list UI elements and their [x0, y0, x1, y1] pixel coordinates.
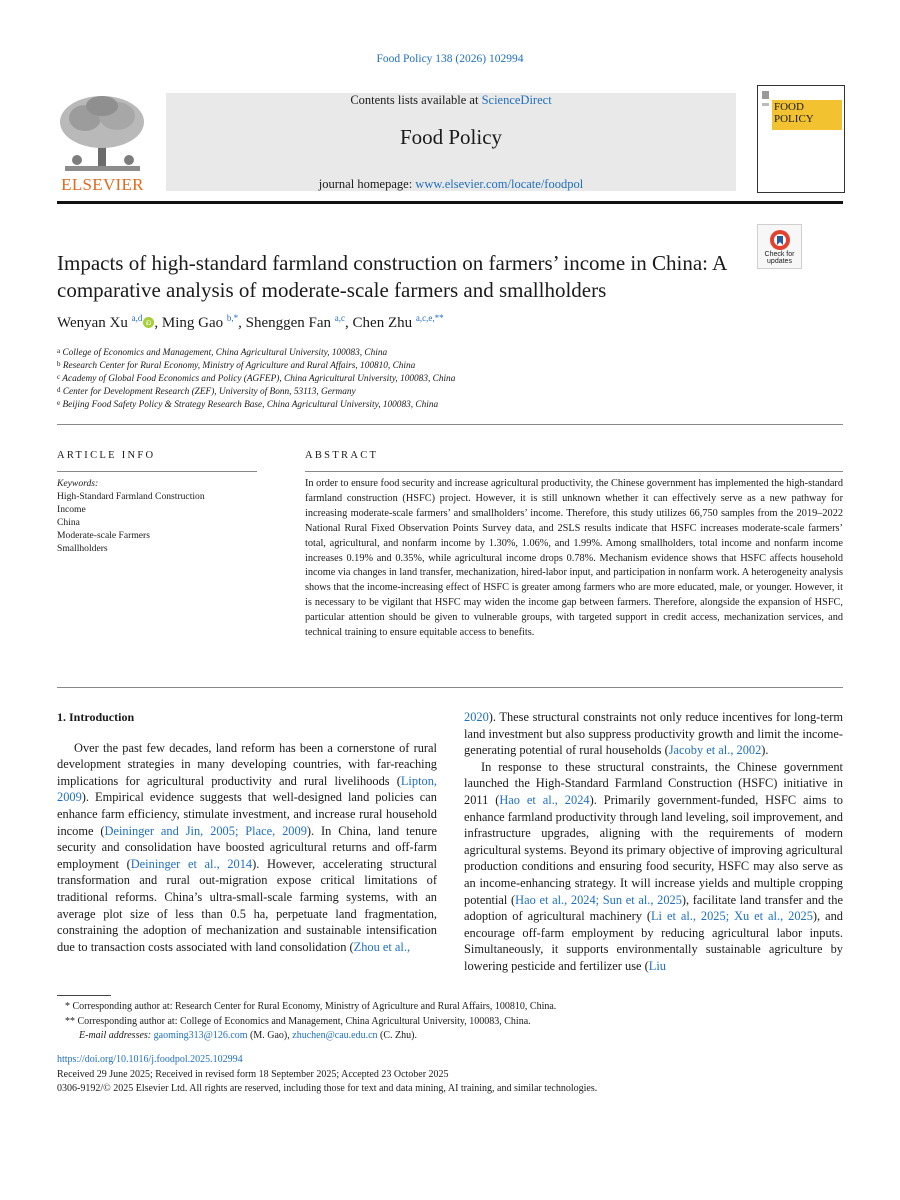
check-updates-line1: Check for — [764, 251, 795, 258]
divider — [305, 471, 843, 472]
affiliation-key: e — [57, 399, 61, 407]
author-affil-sup[interactable]: a,d — [131, 313, 143, 323]
orcid-icon[interactable] — [143, 317, 154, 328]
keyword: Smallholders — [57, 543, 108, 554]
affiliation-text: College of Economics and Management, China Agricultural University, 100083, China — [62, 348, 388, 358]
affiliation-text: Academy of Global Food Economics and Policy (AGFEP), China Agricultural University, 100083, China — [62, 374, 456, 384]
copyright-line: 0306-9192/© 2025 Elsevier Ltd. All rights are reserved, including those for text and data mining, AI training, and similar technologies. — [57, 1083, 598, 1094]
cover-title — [774, 101, 814, 125]
author-list: Wenyan Xu $^{a,d}$ iD , Ming Gao $^{b,*}$, Shenggen Fan $^{a,c}$, Chen Zhu $^{a,c,e,**}$ — [57, 313, 444, 331]
received-dates: Received 29 June 2025; Received in revised form 18 September 2025; Accepted 23 October 2025 — [57, 1068, 449, 1080]
author-affil-sup[interactable]: a,c,e,** — [415, 313, 444, 323]
header-rule — [57, 201, 843, 204]
cover-title-line1: FOOD — [774, 101, 804, 113]
intro-paragraph-1-continued — [464, 709, 843, 759]
author-name[interactable]: Chen Zhu — [352, 315, 413, 331]
keyword: China — [57, 517, 80, 528]
citation-link[interactable]: Li et al., 2025; Xu et al., 2025 — [650, 909, 813, 924]
author-affil-sup[interactable]: a,c — [334, 313, 346, 323]
affiliation-text: Research Center for Rural Economy, Ministry of Agriculture and Rural Affairs, 100810, China — [62, 361, 416, 371]
divider — [57, 687, 843, 688]
cover-title-line2: POLICY — [774, 113, 814, 125]
abstract-heading: ABSTRACT — [305, 450, 379, 461]
footnote-rule — [57, 995, 111, 996]
keyword: High-Standard Farmland Construction — [57, 491, 205, 502]
citation-link[interactable]: Deininger et al., 2014 — [130, 856, 253, 871]
email-label: E-mail addresses: — [79, 1030, 154, 1041]
homepage-link[interactable]: www.elsevier.com/locate/foodpol — [415, 177, 584, 191]
publication-info — [57, 1053, 843, 1097]
divider — [57, 424, 843, 425]
intro-paragraph-2 — [464, 759, 843, 975]
doi-link[interactable]: https://doi.org/10.1016/j.foodpol.2025.102994 — [57, 1054, 243, 1065]
divider — [57, 471, 257, 472]
paragraph-text: ), and encourage off-farm employment by reducing agricultural labor inputs. Simultaneously, it supports environmentally sustainable agriculture by lowering pesticide and fertilizer use ( — [464, 909, 843, 973]
paragraph-text: ). — [761, 743, 769, 758]
keyword: Moderate-scale Farmers — [57, 530, 150, 541]
footnote-1: * Corresponding author at: Research Center for Rural Economy, Ministry of Agriculture and Rural Affairs, 100810, China. — [65, 1001, 557, 1012]
paragraph-text: ). These structural constraints not only reduce incentives for long-term land investment but also suppress productivity growth and limit the income-generating potential of rural households ( — [464, 710, 843, 758]
paragraph-text: ). Empirical evidence suggests that well-designed land policies can enhance farm efficiency, stimulate investment, and increase rural household income ( — [57, 790, 437, 838]
email-link[interactable]: zhuchen@cau.edu.cn — [292, 1030, 378, 1041]
journal-cover-thumbnail[interactable] — [757, 85, 845, 193]
affiliation-text: Center for Development Research (ZEF), University of Bonn, 53113, Germany — [62, 387, 356, 397]
journal-name: Food Policy — [399, 125, 503, 149]
intro-paragraph-1 — [57, 740, 437, 956]
article-title: Impacts of high-standard farmland construction on farmers’ income in China: A comparative analysis of moderate-scale farmers and smallholders — [57, 251, 727, 302]
citation-link[interactable]: Hao et al., 2024 — [499, 792, 590, 807]
citation-link[interactable]: Deininger and Jin, 2005; Place, 2009 — [104, 823, 307, 838]
affiliation-text: Beijing Food Safety Policy & Strategy Research Base, China Agricultural University, 100083, China — [62, 400, 439, 410]
body-column-left — [57, 709, 437, 955]
footnotes — [57, 1000, 843, 1044]
keyword: Income — [57, 504, 86, 515]
journal-reference[interactable]: Food Policy 138 (2026) 102994 — [376, 53, 524, 65]
sciencedirect-link[interactable]: ScienceDirect — [481, 93, 552, 107]
citation-link[interactable]: Lipton, 2009 — [57, 773, 437, 805]
citation-link[interactable]: Liu — [648, 958, 666, 973]
affiliation-key: c — [57, 373, 61, 381]
affiliation-key: a — [57, 347, 61, 355]
body-column-right — [464, 709, 843, 975]
citation-link[interactable]: 2020 — [464, 710, 489, 724]
section-heading: 1. Introduction — [57, 710, 135, 724]
author-name[interactable]: Wenyan Xu — [57, 315, 128, 331]
affiliation-item — [57, 347, 455, 360]
cover-side-pattern — [761, 89, 771, 189]
email-link[interactable]: gaoming313@126.com — [153, 1030, 248, 1041]
elsevier-wordmark: ELSEVIER — [61, 175, 144, 194]
affiliation-item — [57, 399, 455, 412]
citation-link[interactable]: Zhou et al., — [353, 939, 411, 954]
article-info-heading: ARTICLE INFO — [57, 450, 156, 461]
paragraph-text: ). However, accelerating structural transformation and rural out-migration expose critical limitations of traditional reforms. China’s ultra-small-scale farming systems, with an average plot size of less than 0.5 ha, perpetuate land fragmentation, constraining the adoption of mechanization and sustainable intensification due to transaction costs associated with land consolidation ( — [57, 856, 437, 954]
paragraph-text: In response to these structural constraints, the Chinese government launched the High-Standard Farmland Construction (HSFC) initiative in 2011 ( — [464, 759, 843, 807]
paragraph-text: Over the past few decades, land reform has been a cornerstone of rural development strategies in many developing countries, with far-reaching implications for agricultural productivity and rural livelihoods ( — [57, 740, 437, 788]
svg-text:iD: iD — [146, 321, 152, 327]
email-suffix: (M. Gao), — [247, 1030, 293, 1041]
check-updates-icon — [768, 228, 792, 252]
keywords-block — [57, 477, 205, 555]
contents-line — [166, 93, 736, 108]
check-for-updates-button[interactable] — [757, 224, 802, 269]
affiliation-item — [57, 360, 455, 373]
paragraph-text: ). Primarily government-funded, HSFC aims to enhance farmland productivity through land leveling, soil improvement, and infrastructure upgrades, aligning with the requirements of modern agricultural systems. Beyond its primary objective of improving agricultural production conditions and ensuring food security, HSFC may also serve as an income-enhancing strategy. It will increase yields and multiple cropping potential ( — [464, 792, 844, 907]
homepage-prefix: journal homepage: — [318, 177, 416, 191]
check-updates-line2: updates — [767, 258, 792, 265]
keywords-label: Keywords: — [57, 478, 99, 489]
citation-link[interactable]: Jacoby et al., 2002 — [668, 743, 762, 758]
paragraph-text: ), facilitate land transfer and the adoption of agricultural machinery ( — [464, 892, 843, 924]
author-affil-sup[interactable]: b,* — [226, 313, 239, 323]
paragraph-text: ). In China, land tenure security and consolidation have boosted agricultural returns and off-farm employment ( — [57, 823, 437, 871]
abstract-text: In order to ensure food security and increase agricultural productivity, the Chinese government has implemented the high-standard farmland construction (HSFC) project. However, it is still unknown whether it can effectively serve as a new pathway for increasing moderate-scale farmers’ and smallholders’ income. Therefore, this study utilizes 66,750 samples from the 2019–2022 National Rural Fixed Observation Points Survey data, and 2SLS results indicate that HSFC increases moderate-scale farmers’ total, agricultural, and nonfarm income by 1.30%, 1.06%, and 1.99%. Among smallholders, total income and nonfarm income increases 0.19% and 0.35%, while agricultural income drops 0.78%. Mechanism evidence shows that HSFC affects household income via changes in land transfer, mechanization, hired-labor input, and participation in nonfarm work. A heterogeneity analysis shows that the income-increasing effect of HSFC is greater among farmers who are more educated, male, or younger. However, it is necessary to be vigilant that HSFC may widen the income gap between farmers. Therefore, alongside the expansion of HSFC, particular attention should be given to vulnerable groups, with targeted support in credit access, mechanization services, and technical training to ensure equitable access to benefits. — [305, 478, 843, 639]
affiliation-item — [57, 386, 455, 399]
author-name[interactable]: Shenggen Fan — [245, 315, 332, 331]
affiliation-list — [57, 347, 455, 412]
affiliation-item — [57, 373, 455, 386]
author-name[interactable]: Ming Gao — [161, 315, 224, 331]
homepage-line — [166, 177, 736, 192]
citation-link[interactable]: Hao et al., 2024; Sun et al., 2025 — [515, 892, 682, 907]
email-line — [57, 1029, 843, 1044]
contents-prefix: Contents lists available at — [350, 93, 482, 107]
affiliation-key: b — [57, 360, 61, 368]
email-suffix: (C. Zhu). — [377, 1030, 417, 1041]
footnote-2: ** Corresponding author at: College of Economics and Management, China Agricultural University, 100083, China. — [65, 1015, 531, 1027]
affiliation-key: d — [57, 386, 61, 394]
